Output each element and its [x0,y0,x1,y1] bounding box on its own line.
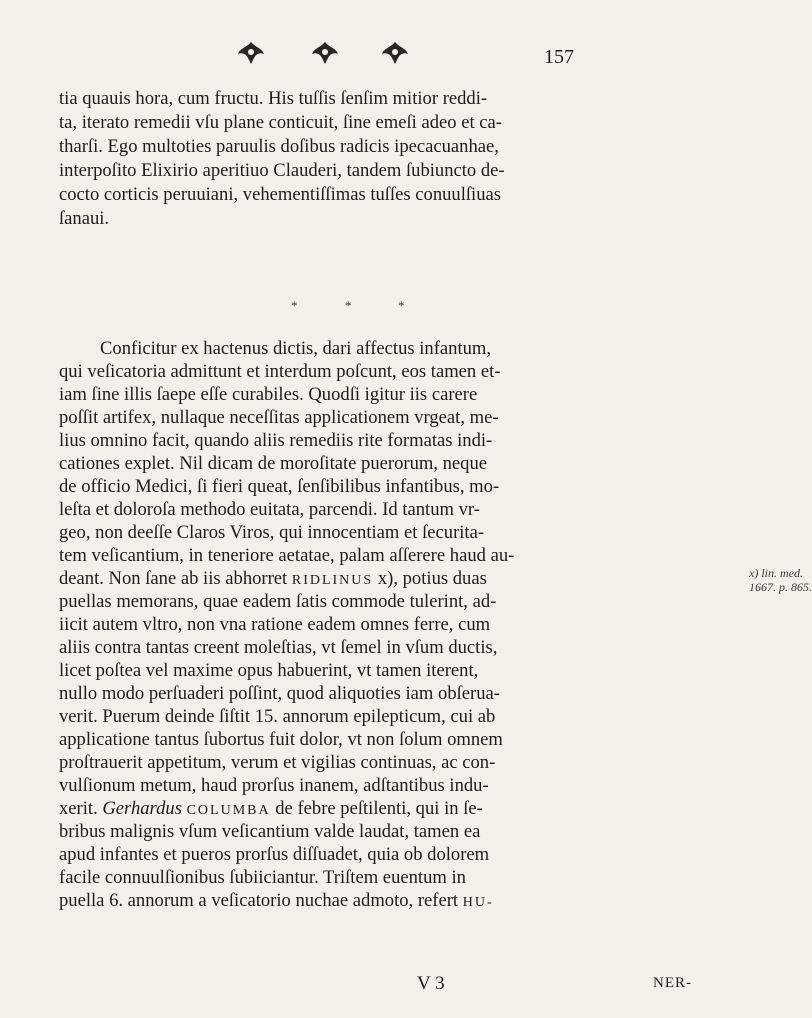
fleuron-ornament-icon [310,40,340,66]
text-line: cationes explet. Nil dicam de moroſitate puerorum, neque [59,453,488,474]
text-line: cocto corticis peruuiani, vehementiſſimas tuſſes conuulſiuas [59,184,502,205]
text-line: bribus malignis vſum veſicantium valde laudat, tamen ea [59,821,481,842]
text-line: leſta et doloroſa methodo euitata, parcendi. Id tantum vr- [59,499,480,520]
text-line: de officio Medici, ſi fieri queat, ſenſibilibus infantibus, mo- [59,476,500,497]
text-line: geo, non deeſſe Claros Viros, qui innocentiam et ſecurita- [59,522,485,543]
text-line: facile connuulſionibus ſubiiciantur. Triſtem euentum in [59,867,466,888]
signature-mark: V 3 [417,973,445,994]
text-line: licet poſtea vel maxime opus habuerint, vt tamen iterent, [59,660,479,681]
text-line: tia quauis hora, cum fructu. His tuſſis ſenſim mitior reddi- [59,88,488,109]
author-name-smallcaps: RIDLINUS [291,573,374,588]
text-line: Conficitur ex hactenus dictis, dari affectus infantum, [100,338,492,359]
text-run: deant. Non ſane ab iis abhorret [59,568,292,589]
text-line: puellas memorans, quae eadem ſatis commode tulerint, ad- [59,591,497,612]
text-line: tharſi. Ego multoties paruulis doſibus radicis ipecacuanhae, [59,136,499,157]
fleuron-ornament-icon [236,40,266,66]
text-line: nullo modo perſuaderi poſſint, quod aliquoties iam obſerua- [59,683,500,704]
text-line: ſanaui. [59,208,110,229]
text-line [59,568,737,592]
text-run: x), potius duas [373,568,487,589]
asterisk-ornament: * [291,298,298,313]
margin-footnote [749,566,812,594]
text-line: tem veſicantium, in teneriore aetatae, palam aſſerere haud au- [59,545,515,566]
text-run: puella 6. annorum a veſicatorio nuchae admoto, refert [59,890,463,911]
asterisk-ornament: * [345,298,352,313]
text-line: applicatione tantus ſubortus fuit dolor, vt non ſolum omnem [59,729,503,750]
text-line: vulſionum metum, haud prorſus inanem, adſtantibus indu- [59,775,489,796]
text-line [59,890,737,914]
text-line: aliis contra tantas creent moleſtias, vt ſemel in vſum ductis, [59,637,498,658]
text-line: iam ſine illis ſaepe eſſe curabiles. Quodſi igitur iis carere [59,384,478,405]
page-number: 157 [544,46,574,68]
text-run: xerit. [59,798,103,819]
running-header [0,40,800,80]
text-line: interpoſito Elixirio aperitiuo Clauderi, tandem ſubiuncto de- [59,160,505,181]
text-line: apud infantes et pueros prorſus diſſuadet, quia ob dolorem [59,844,490,865]
text-line [59,798,737,822]
text-line: lius omnino facit, quando aliis remediis rite formatas indi- [59,430,493,451]
author-name-smallcaps: HU- [462,895,494,910]
author-name-italic: Gerhardus [102,798,182,819]
text-line: ta, iterato remedii vſu plane conticuit, ſine emeſi adeo et ca- [59,112,502,133]
text-line: verit. Puerum deinde ſiſtit 15. annorum epilepticum, cui ab [59,706,496,727]
text-line: qui veſicatoria admittunt et interdum poſcunt, eos tamen et- [59,361,501,382]
text-line: iicit autem vltro, non vna ratione eadem omnes ferre, cum [59,614,491,635]
fleuron-ornament-icon [380,40,410,66]
margin-note-line: x) lin. med. [749,566,803,580]
author-name-smallcaps: COLUMBA [186,803,271,818]
text-line: poſſit artifex, nullaque neceſſitas applicationem vrgeat, me- [59,407,499,428]
text-run: de febre peſtilenti, qui in ſe- [270,798,483,819]
section-separator [0,298,800,318]
catchword: NER- [653,975,692,991]
asterisk-ornament: * [398,298,405,313]
text-line: proſtrauerit appetitum, verum et vigilias continuas, ac con- [59,752,496,773]
margin-note-line: 1667. p. 865. [749,580,812,594]
